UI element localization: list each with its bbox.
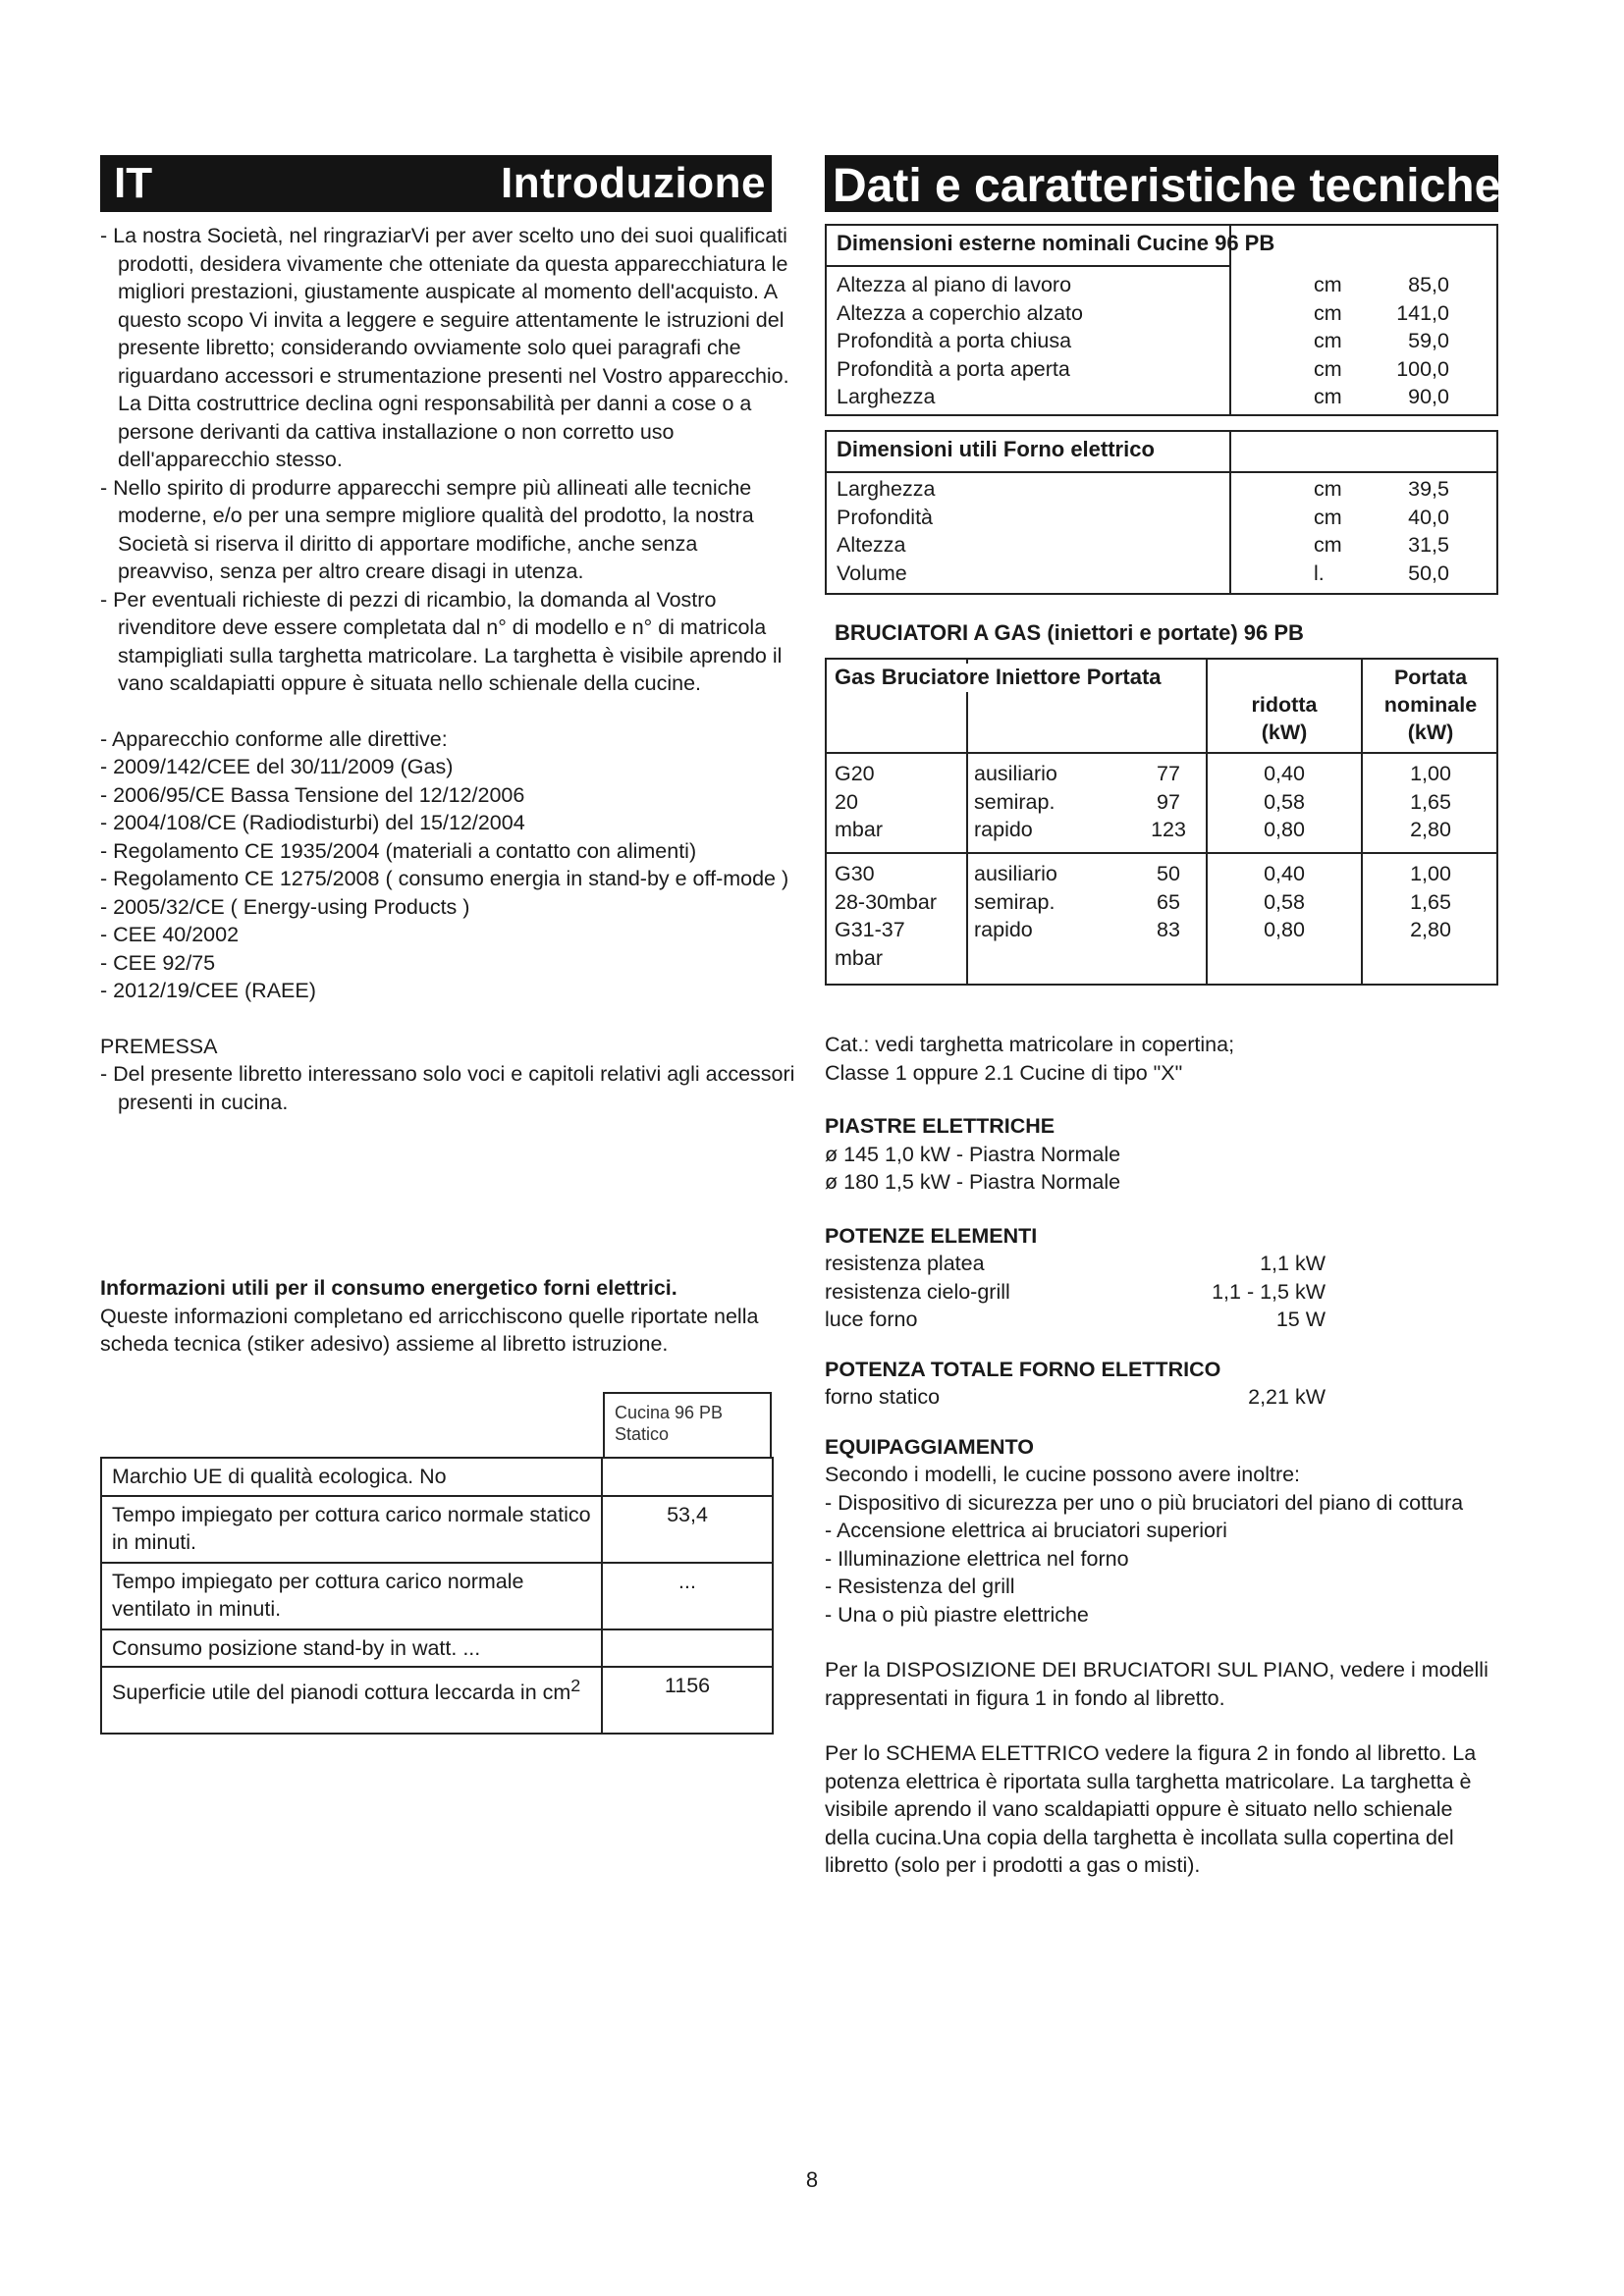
directive-item: - Regolamento CE 1935/2004 (materiali a contatto con alimenti) xyxy=(100,837,799,866)
burner-name: ausiliario xyxy=(974,862,1057,885)
dim-unit: cm xyxy=(1314,505,1342,529)
dim-labels xyxy=(837,475,1229,587)
right-lower-section xyxy=(825,1031,1542,1880)
injector-value: 65 xyxy=(1157,889,1180,914)
cat-line: Classe 1 oppure 2.1 Cucine di tipo "X" xyxy=(825,1060,1183,1085)
element-value: 1,1 - 1,5 kW xyxy=(1212,1279,1326,1304)
equip-item: - Resistenza del grill xyxy=(825,1573,1542,1601)
burner-names xyxy=(974,760,1057,844)
dim-value: 40,0 xyxy=(1408,505,1449,529)
element-row xyxy=(825,1278,1542,1307)
nominal-values xyxy=(1363,760,1498,844)
table-row xyxy=(101,1458,773,1496)
gas-line: G30 xyxy=(835,862,875,885)
table-divider xyxy=(827,852,1498,854)
table-divider xyxy=(827,752,1498,754)
dim-label: Altezza al piano di lavoro xyxy=(837,273,1072,296)
energy-value xyxy=(602,1458,773,1496)
dim-units xyxy=(1314,271,1363,411)
dim-unit: l. xyxy=(1314,561,1325,585)
directive-item: - 2009/142/CEE del 30/11/2009 (Gas) xyxy=(100,753,799,781)
energy-column-header: Cucina 96 PB Statico xyxy=(603,1392,772,1457)
reduced-value: 0,40 xyxy=(1264,862,1305,885)
table-divider xyxy=(1229,432,1231,595)
plate-item: ø 180 1,5 kW - Piastra Normale xyxy=(825,1170,1121,1194)
table-divider xyxy=(827,471,1498,473)
injector-values xyxy=(1139,860,1198,944)
energy-text: Queste informazioni completano ed arricchiscono quelle riportate nella scheda tecnica (stiker adesivo) assieme al libretto istruzione. xyxy=(100,1304,759,1356)
wiring-note: Per lo SCHEMA ELETTRICO vedere la figura 2 in fondo al libretto. La potenza elettrica è riportata sulla targhetta matricolare. La targhetta è visibile aprendo il vano scaldapiatti oppure è situato nello schienale della cucina.Una copia della targhetta è incollata sulla copertina del libretto (solo per i prodotti a gas o misti). xyxy=(825,1741,1477,1877)
element-value: 1,1 kW xyxy=(1260,1252,1326,1275)
dim-value: 85,0 xyxy=(1408,273,1449,296)
burners-table xyxy=(825,658,1498,986)
dim-label: Profondità xyxy=(837,505,934,529)
language-code: IT xyxy=(114,159,153,207)
equip-intro: Secondo i modelli, le cucine possono avere inoltre: xyxy=(825,1463,1301,1486)
directive-item: - Regolamento CE 1275/2008 ( consumo energia in stand-by e off-mode ) xyxy=(100,865,799,893)
left-header-bar xyxy=(100,155,772,212)
table-divider xyxy=(827,265,1229,267)
premessa-title: PREMESSA xyxy=(100,1034,218,1058)
element-label: luce forno xyxy=(825,1308,918,1331)
dim-unit: cm xyxy=(1314,533,1342,557)
directive-item: - 2005/32/CE ( Energy-using Products ) xyxy=(100,893,799,922)
energy-value xyxy=(602,1629,773,1668)
dim-label: Altezza a coperchio alzato xyxy=(837,300,1083,325)
energy-section xyxy=(100,1274,799,1359)
equip-title: EQUIPAGGIAMENTO xyxy=(825,1434,1035,1459)
dim-values xyxy=(1357,271,1449,411)
element-row xyxy=(825,1306,1542,1334)
table-row xyxy=(101,1667,773,1734)
element-row xyxy=(825,1250,1542,1278)
gas-line: 20 xyxy=(835,789,858,814)
burner-name: ausiliario xyxy=(974,762,1057,785)
directive-item: - Apparecchio conforme alle direttive: xyxy=(100,725,799,754)
oven-dimensions-title: Dimensioni utili Forno elettrico xyxy=(837,437,1155,461)
equip-item: - Una o più piastre elettriche xyxy=(825,1601,1542,1629)
nominal-values xyxy=(1363,860,1498,944)
dim-value: 90,0 xyxy=(1408,385,1449,408)
dim-values xyxy=(1357,475,1449,587)
equip-item: - Dispositivo di sicurezza per uno o più bruciatori del piano di cottura xyxy=(825,1489,1542,1518)
dim-labels xyxy=(837,271,1229,411)
burner-name: rapido xyxy=(974,818,1033,841)
dim-unit: cm xyxy=(1314,356,1342,381)
dim-value: 100,0 xyxy=(1396,356,1449,381)
nominal-value: 1,00 xyxy=(1410,762,1451,785)
dim-label: Larghezza xyxy=(837,477,936,501)
directive-item: - 2012/19/CEE (RAEE) xyxy=(100,977,799,1005)
dim-unit: cm xyxy=(1314,329,1342,352)
directive-item: - 2006/95/CE Bassa Tensione del 12/12/2006 xyxy=(100,781,799,810)
intro-paragraph: - Per eventuali richieste di pezzi di ricambio, la domanda al Vostro rivenditore deve essere completata dal n° di modello e n° di matricola stampigliati sulla targhetta matricolare. La targhetta è visibile aprendo il vano scaldapiatti oppure è situata nello schienale della cucine. xyxy=(100,586,799,698)
burners-layout-note: Per la DISPOSIZIONE DEI BRUCIATORI SUL PIANO, vedere i modelli rappresentati in figura 1 in fondo al libretto. xyxy=(825,1658,1489,1710)
dim-unit: cm xyxy=(1314,273,1342,296)
dim-label: Volume xyxy=(837,561,907,585)
gas-line: G31-37 xyxy=(835,918,905,941)
reduced-value: 0,58 xyxy=(1264,789,1305,814)
oven-dimensions-table xyxy=(825,430,1498,595)
energy-value: 1156 xyxy=(602,1667,773,1734)
nominal-value: 2,80 xyxy=(1410,818,1451,841)
gas-line: G20 xyxy=(835,762,875,785)
dim-label: Larghezza xyxy=(837,385,936,408)
dim-label: Profondità a porta chiusa xyxy=(837,329,1072,352)
energy-label-text: Superficie utile del pianodi cottura leccarda in cm xyxy=(112,1681,571,1705)
injector-value: 97 xyxy=(1157,789,1180,814)
intro-section xyxy=(100,222,799,1116)
energy-table xyxy=(100,1457,774,1735)
reduced-values xyxy=(1208,860,1361,944)
dim-unit: cm xyxy=(1314,385,1342,408)
burners-head-nominale: nominale xyxy=(1383,693,1478,717)
nominal-value: 1,00 xyxy=(1410,862,1451,885)
gas-line: mbar xyxy=(835,818,883,841)
total-label: forno statico xyxy=(825,1385,941,1409)
nominal-value: 2,80 xyxy=(1410,918,1451,941)
burner-names xyxy=(974,860,1057,944)
dim-unit: cm xyxy=(1314,300,1342,325)
table-row xyxy=(101,1629,773,1668)
total-row xyxy=(825,1383,1542,1412)
energy-title: Informazioni utili per il consumo energetico forni elettrici. xyxy=(100,1276,677,1300)
equip-item: - Illuminazione elettrica nel forno xyxy=(825,1545,1542,1574)
energy-label: Tempo impiegato per cottura carico normale statico in minuti. xyxy=(101,1496,602,1563)
injector-value: 83 xyxy=(1157,918,1180,941)
plate-item: ø 145 1,0 kW - Piastra Normale xyxy=(825,1142,1121,1166)
nominal-value: 1,65 xyxy=(1410,889,1451,914)
cat-line: Cat.: vedi targhetta matricolare in copertina; xyxy=(825,1033,1235,1056)
reduced-value: 0,80 xyxy=(1264,818,1305,841)
dim-value: 31,5 xyxy=(1408,533,1449,557)
reduced-value: 0,58 xyxy=(1264,889,1305,914)
injector-value: 50 xyxy=(1157,862,1180,885)
total-value: 2,21 kW xyxy=(1248,1385,1326,1409)
table-divider xyxy=(966,660,968,986)
intro-title: Introduzione xyxy=(501,159,766,207)
energy-label: Marchio UE di qualità ecologica. No xyxy=(101,1458,602,1496)
gas-type xyxy=(835,860,937,972)
burners-head-ridotta: ridotta xyxy=(1251,693,1318,717)
energy-value: ... xyxy=(602,1563,773,1629)
energy-label: Consumo posizione stand-by in watt. ... xyxy=(101,1629,602,1668)
equip-item: - Accensione elettrica ai bruciatori superiori xyxy=(825,1517,1542,1545)
dim-value: 50,0 xyxy=(1408,561,1449,585)
injector-value: 77 xyxy=(1157,762,1180,785)
injector-value: 123 xyxy=(1151,818,1186,841)
dim-units xyxy=(1314,475,1363,587)
energy-label: Tempo impiegato per cottura carico normale ventilato in minuti. xyxy=(101,1563,602,1629)
total-title: POTENZA TOTALE FORNO ELETTRICO xyxy=(825,1357,1221,1381)
external-dimensions-title: Dimensioni esterne nominali Cucine 96 PB xyxy=(837,231,1275,255)
element-label: resistenza cielo-grill xyxy=(825,1279,1010,1304)
nominal-value: 1,65 xyxy=(1410,789,1451,814)
dim-unit: cm xyxy=(1314,477,1342,501)
reduced-values xyxy=(1208,760,1361,844)
reduced-value: 0,80 xyxy=(1264,918,1305,941)
dim-label: Profondità a porta aperta xyxy=(837,356,1070,381)
burners-head-portata: Portata xyxy=(1393,666,1468,689)
intro-paragraph: - Nello spirito di produrre apparecchi sempre più allineati alle tecniche moderne, e/o per una sempre migliore qualità del prodotto, la nostra Società si riserva il diritto di apportare modifiche, anche senza preavviso, senza per altro creare disagi in utenza. xyxy=(100,474,799,586)
right-header-bar xyxy=(825,155,1501,212)
element-label: resistenza platea xyxy=(825,1252,985,1275)
dim-value: 141,0 xyxy=(1396,300,1449,325)
directive-item: - 2004/108/CE (Radiodisturbi) del 15/12/2004 xyxy=(100,809,799,837)
gas-type xyxy=(835,760,883,844)
injector-values xyxy=(1139,760,1198,844)
page-number: 8 xyxy=(805,2167,819,2192)
energy-label-sup: 2 xyxy=(570,1676,581,1695)
reduced-value: 0,40 xyxy=(1264,762,1305,785)
burners-head-gas: Gas Bruciatore Iniettore Portata xyxy=(835,664,1165,692)
directive-item: - CEE 92/75 xyxy=(100,949,799,978)
table-row xyxy=(101,1563,773,1629)
tech-data-title: Dati e caratteristiche tecniche xyxy=(833,160,1501,212)
dim-value: 59,0 xyxy=(1408,329,1449,352)
element-value: 15 W xyxy=(1275,1308,1326,1331)
energy-value: 53,4 xyxy=(602,1496,773,1563)
directive-item: - CEE 40/2002 xyxy=(100,921,799,949)
burners-title: BRUCIATORI A GAS (iniettori e portate) 96 PB xyxy=(835,620,1304,645)
burner-name: semirap. xyxy=(974,889,1056,914)
table-row xyxy=(101,1496,773,1563)
intro-paragraph: - La nostra Società, nel ringraziarVi per aver scelto uno dei suoi qualificati prodotti, desidera vivamente che otteniate da questa apparecchiatura le migliori prestazioni, giustamente auspicate al momento dell'acquisto. A questo scopo Vi invita a leggere e seguire attentamente le istruzioni del presente libretto; considerando ovviamente solo quei paragrafi che riguardano accessori e strumentazione presenti nel Vostro apparecchio. La Ditta costruttrice declina ogni responsabilità per danni a cose o a persone derivanti da cattiva installazione o non corretto uso dell'apparecchio stesso. xyxy=(100,222,799,474)
gas-line: mbar xyxy=(835,945,883,970)
elements-title: POTENZE ELEMENTI xyxy=(825,1223,1038,1248)
dim-label: Altezza xyxy=(837,533,906,557)
premessa-text: - Del presente libretto interessano solo voci e capitoli relativi agli accessori presenti in cucina. xyxy=(100,1060,799,1116)
burners-head-ridotta-unit: (kW) xyxy=(1261,721,1308,744)
burner-name: rapido xyxy=(974,918,1033,941)
burners-head-nominale-unit: (kW) xyxy=(1407,721,1454,744)
dim-value: 39,5 xyxy=(1408,477,1449,501)
burner-name: semirap. xyxy=(974,789,1056,814)
energy-label xyxy=(101,1667,602,1734)
gas-line: 28-30mbar xyxy=(835,889,937,914)
external-dimensions-table xyxy=(825,224,1498,416)
plates-title: PIASTRE ELETTRICHE xyxy=(825,1114,1056,1138)
